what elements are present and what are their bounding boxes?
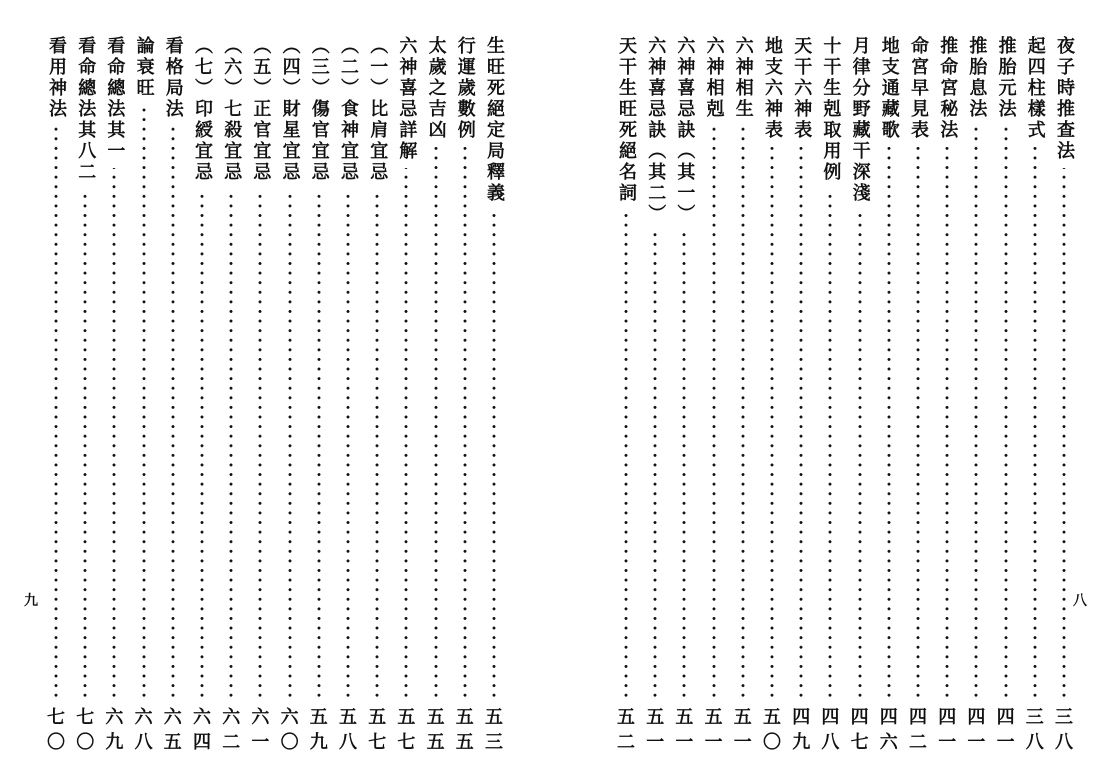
dot-leader [171, 126, 175, 700]
toc-entry-title: 推胎息法 [966, 36, 988, 120]
dot-leader [112, 168, 116, 700]
toc-entry-title: 地支六神表 [762, 36, 783, 141]
toc-entry-title: 看用神法 [46, 36, 67, 120]
toc-entry-page-number: 六 五 [163, 707, 182, 753]
dot-leader [229, 189, 233, 700]
toc-entry-page-number: 五 二 [617, 707, 635, 753]
toc-entry-title: 十干生剋取用例 [820, 36, 842, 183]
dot-leader [142, 105, 146, 700]
toc-entry[interactable] [1051, 0, 1077, 776]
toc-entry[interactable] [364, 0, 390, 776]
dot-leader [375, 189, 379, 700]
toc-entry-page-number: 三 八 [1055, 707, 1073, 753]
dot-leader [712, 126, 716, 700]
toc-entry-title: 六神相剋 [703, 36, 725, 120]
toc-entry[interactable] [730, 0, 756, 776]
dot-leader [682, 231, 686, 700]
right-page [558, 0, 1117, 776]
toc-entry-page-number: 四 一 [967, 707, 986, 753]
toc-entry-page-number: 四 七 [850, 707, 869, 753]
toc-entry-title: 看命總法其一 [104, 36, 126, 162]
toc-entry[interactable] [218, 0, 244, 776]
toc-entry-title: 天干六神表 [791, 36, 813, 141]
toc-entry[interactable] [817, 0, 843, 776]
toc-entry-title: 行運歲數例 [454, 36, 476, 141]
toc-entry-title: 六神相生 [732, 36, 754, 120]
toc-entry-page-number: 五 一 [704, 707, 723, 753]
toc-entry[interactable] [160, 0, 186, 776]
left-page [0, 0, 558, 776]
toc-entry-page-number: 七 〇 [47, 707, 65, 753]
toc-entry-page-number: 四 六 [879, 707, 898, 753]
toc-entry-page-number: 五 五 [426, 707, 445, 753]
toc-entry-page-number: 六 九 [105, 707, 124, 753]
toc-entry-page-number: 五 一 [646, 707, 665, 753]
toc-entry-title: 月律分野藏干深淺 [849, 36, 871, 204]
toc-entry[interactable] [335, 0, 361, 776]
toc-entry-title: （七）印綬宜忌 [192, 36, 213, 183]
toc-entry-title: 夜子時推查法 [1054, 36, 1075, 162]
dot-leader [288, 189, 292, 700]
toc-entry-page-number: 四 二 [909, 707, 927, 753]
toc-entry[interactable] [701, 0, 727, 776]
dot-leader [653, 231, 657, 700]
toc-entry[interactable] [131, 0, 157, 776]
dot-leader [858, 210, 862, 700]
toc-entry-page-number: 四 一 [996, 707, 1015, 753]
dot-leader [887, 147, 891, 700]
toc-entry[interactable] [642, 0, 668, 776]
toc-entry[interactable] [247, 0, 273, 776]
dot-leader [945, 147, 949, 700]
toc-entry[interactable] [759, 0, 785, 776]
toc-entry-title: 推命宮秘法 [937, 36, 959, 141]
toc-entry-page-number: 六 〇 [280, 707, 299, 753]
toc-entry[interactable] [452, 0, 478, 776]
dot-leader [1033, 147, 1037, 700]
toc-entry-page-number: 六 八 [134, 707, 153, 753]
toc-entry-page-number: 四 八 [821, 707, 840, 753]
dot-leader [1062, 168, 1066, 700]
toc-entry-page-number: 六 一 [251, 707, 270, 753]
dot-leader [434, 147, 438, 700]
dot-leader [770, 147, 774, 700]
dot-leader [317, 189, 321, 700]
toc-entry-title: 六神喜忌詳解 [396, 36, 418, 162]
toc-entry-page-number: 三 八 [1025, 707, 1044, 753]
dot-leader [741, 126, 745, 700]
toc-entry[interactable] [876, 0, 902, 776]
toc-entry-title: （六）七殺宜忌 [221, 36, 243, 183]
toc-entry-title: 六神喜忌訣（其二） [645, 36, 667, 225]
toc-entry-title: 命宮早見表 [908, 36, 929, 141]
toc-entry-title: 推胎元法 [995, 36, 1017, 120]
toc-entry-title: （二）食神宜忌 [338, 36, 359, 183]
toc-entry[interactable] [393, 0, 419, 776]
toc-entry-page-number: 五 七 [368, 707, 387, 753]
toc-entry[interactable] [481, 0, 507, 776]
toc-entry[interactable] [788, 0, 814, 776]
dot-leader [828, 189, 832, 700]
toc-entry[interactable] [963, 0, 989, 776]
toc-entry-title: 天干生旺死絕名詞 [616, 36, 637, 204]
toc-entry-page-number: 五 七 [397, 707, 416, 753]
toc-entry-title: 看格局法 [162, 36, 184, 120]
toc-entry[interactable] [847, 0, 873, 776]
toc-entry[interactable] [934, 0, 960, 776]
toc-entry[interactable] [43, 0, 69, 776]
toc-entry[interactable] [423, 0, 449, 776]
toc-entry-page-number: 六 二 [222, 707, 241, 753]
toc-entry[interactable] [101, 0, 127, 776]
dot-leader [200, 189, 204, 700]
toc-entry-page-number: 四 一 [938, 707, 957, 753]
dot-leader [799, 147, 803, 700]
toc-entry-page-number: 五 三 [485, 707, 503, 753]
toc-entry-title: 六神喜忌訣（其一） [674, 36, 696, 225]
toc-entry[interactable] [306, 0, 332, 776]
toc-entry-title: （五）正官宜忌 [250, 36, 272, 183]
dot-leader [258, 189, 262, 700]
toc-entry[interactable] [189, 0, 215, 776]
toc-entry-page-number: 五 八 [339, 707, 357, 753]
toc-entry[interactable] [905, 0, 931, 776]
toc-entry-title: （三）傷官宜忌 [308, 36, 330, 183]
dot-leader [492, 210, 496, 700]
dot-leader [624, 210, 628, 700]
toc-entry-title: 論衰旺 [133, 36, 155, 99]
toc-entry[interactable] [1022, 0, 1048, 776]
toc-entry[interactable] [671, 0, 697, 776]
toc-entry-title: 看命總法其八二 [75, 36, 97, 183]
toc-entry[interactable] [613, 0, 639, 776]
right-page-folio: 八 [1073, 593, 1087, 609]
dot-leader [916, 147, 920, 700]
toc-entry[interactable] [277, 0, 303, 776]
toc-entry-page-number: 六 四 [193, 707, 211, 753]
toc-entry[interactable] [993, 0, 1019, 776]
toc-entry-title: （四）財星宜忌 [279, 36, 301, 183]
dot-leader [463, 147, 467, 700]
toc-entry-page-number: 五 一 [675, 707, 694, 753]
toc-entry-title: 生旺死絕定局釋義 [484, 36, 505, 204]
toc-entry-page-number: 五 九 [309, 707, 328, 753]
toc-entry-page-number: 四 九 [792, 707, 811, 753]
toc-entry-title: （一）比肩宜忌 [367, 36, 389, 183]
toc-entry-title: 地支通藏歌 [878, 36, 900, 141]
dot-leader [974, 126, 978, 700]
toc-entry-page-number: 五 一 [733, 707, 752, 753]
dot-leader [346, 189, 350, 700]
toc-entry-title: 起四柱樣式 [1024, 36, 1046, 141]
dot-leader [83, 189, 87, 700]
left-page-folio: 九 [24, 593, 38, 609]
dot-leader [54, 126, 58, 700]
toc-entry-title: 太歲之吉凶 [425, 36, 447, 141]
toc-entry-page-number: 七 〇 [76, 707, 95, 753]
toc-entry-page-number: 五 五 [455, 707, 474, 753]
dot-leader [404, 168, 408, 700]
dot-leader [1004, 126, 1008, 700]
toc-entry[interactable] [72, 0, 98, 776]
toc-entry-page-number: 五 〇 [763, 707, 781, 753]
